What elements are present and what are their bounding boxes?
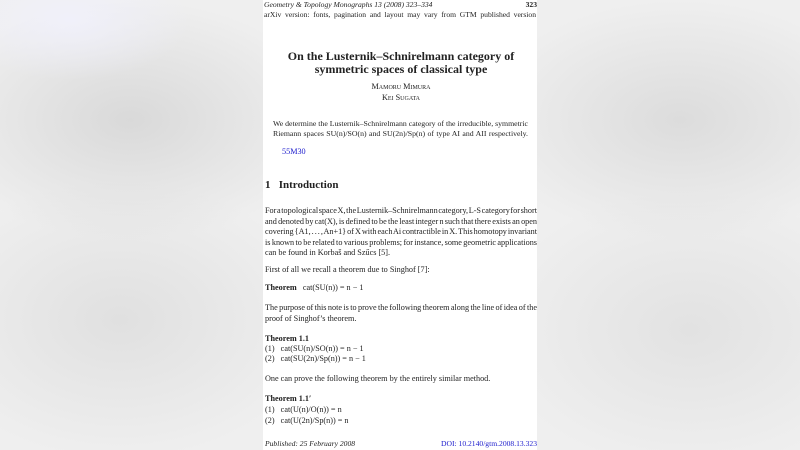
- para-line: One can prove the following theorem by the entirely similar method.: [265, 374, 491, 383]
- theorem-item: (1) cat(SU(n)/SO(n)) = n − 1: [265, 344, 364, 353]
- para-line: is known to be related to various problems; for instance, some geometric applications: [265, 237, 537, 247]
- theorem-item: (2) cat(U(2n)/Sp(n)) = n: [265, 416, 349, 425]
- para-line: can be found in Korbaš and Szűcs [5].: [265, 248, 391, 257]
- para-line: covering {A1, . . . , An+1} of X with each Ai contractible in X. This homotopy invariant: [265, 227, 537, 236]
- published-date: Published: 25 February 2008: [265, 439, 356, 448]
- title-line: On the Lusternik–Schnirelmann category of: [287, 49, 515, 63]
- page-number: 323: [525, 0, 537, 9]
- author: Mamoru Mimura: [371, 82, 431, 91]
- msc-code-link[interactable]: 55M30: [282, 147, 306, 156]
- theorem-label: Theorem 1.1′: [265, 394, 312, 403]
- para-line: proof of Singhof’s theorem.: [265, 313, 357, 323]
- pdf-page: [263, 0, 537, 450]
- theorem-label: Theorem 1.1: [265, 334, 309, 343]
- arxiv-note: arXiv version: fonts, pagination and layout may vary from GTM published version: [264, 10, 536, 19]
- theorem-item: (2) cat(SU(2n)/Sp(n)) = n − 1: [265, 354, 366, 363]
- para-line: The purpose of this note is to prove the following theorem along the line of idea of the: [265, 303, 537, 312]
- para-line: and denoted by cat(X), is defined to be the least integer n such that there exists an open: [265, 216, 537, 226]
- abstract-line: We determine the Lusternik–Schnirelmann category of the irreducible, symmetric: [273, 119, 528, 128]
- para-line: First of all we recall a theorem due to Singhof [7]:: [265, 265, 430, 274]
- doi-link[interactable]: DOI: 10.2140/gtm.2008.13.323: [441, 439, 537, 448]
- theorem-item: (1) cat(U(n)/O(n)) = n: [265, 405, 342, 414]
- abstract-line: Riemann spaces SU(n)/SO(n) and SU(2n)/Sp(n) of type AI and AII respectively.: [273, 129, 528, 138]
- journal-header: Geometry & Topology Monographs 13 (2008) 323–334: [264, 0, 433, 9]
- para-line: For a topological space X, the Lusternik–Schnirelmann category, L-S category for short: [265, 206, 537, 215]
- theorem: Theorem cat(SU(n)) = n − 1: [265, 283, 364, 292]
- section-heading: 1 Introduction: [265, 179, 339, 191]
- title-line: symmetric spaces of classical type: [314, 62, 488, 76]
- author: Kei Sugata: [381, 93, 421, 102]
